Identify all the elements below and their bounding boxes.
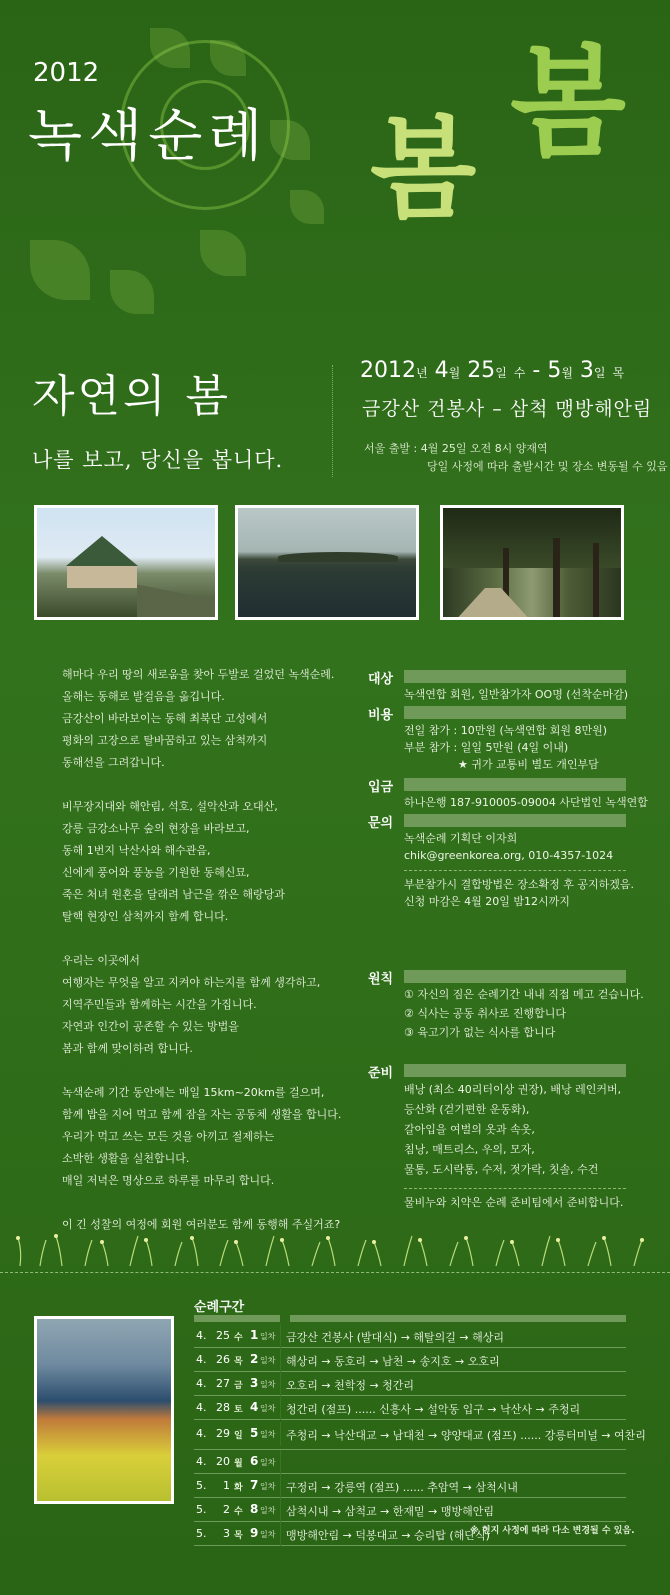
route-day: 28 bbox=[216, 1401, 230, 1414]
principle-3: ③ 육고기가 없는 식사를 합니다 bbox=[404, 1026, 556, 1039]
bom-glyph-large: 봄 bbox=[510, 34, 626, 173]
route-weekday: 화 bbox=[234, 1483, 243, 1493]
route-row bbox=[194, 1348, 626, 1372]
leaf-decoration bbox=[30, 240, 90, 300]
lake-photo bbox=[235, 505, 419, 620]
route-month: 4. bbox=[196, 1427, 207, 1440]
dashed-divider bbox=[0, 1272, 670, 1273]
intro-line: 우리는 이곳에서 bbox=[62, 954, 140, 967]
contact-label: 문의 bbox=[368, 816, 394, 831]
intro-text bbox=[62, 664, 342, 1258]
date-dash: - bbox=[525, 358, 548, 383]
intro-line: 자연과 인간이 공존할 수 있는 방법을 bbox=[62, 1020, 239, 1033]
route-day-number: 5 bbox=[250, 1426, 259, 1440]
intro-line: 강릉 금강소나무 숲의 현장을 바라보고, bbox=[62, 822, 250, 835]
departure-info: 서울 출발 : 4월 25일 오전 8시 양재역 bbox=[364, 442, 548, 455]
prepare-1: 배낭 (최소 40리터이상 권장), 배낭 레인커버, bbox=[404, 1083, 622, 1096]
intro-line: 신에게 풍어와 풍농을 기원한 동해신묘, bbox=[62, 866, 250, 879]
route-row bbox=[194, 1372, 626, 1396]
target-label: 대상 bbox=[368, 672, 394, 687]
day-unit-2: 일 bbox=[593, 366, 606, 380]
route-weekday: 일 bbox=[234, 1431, 243, 1441]
start-year: 2012 bbox=[360, 358, 416, 383]
route-month: 4. bbox=[196, 1455, 207, 1468]
principle-2: ② 식사는 공동 취사로 진행합니다 bbox=[404, 1007, 566, 1020]
route-day-unit: 일차 bbox=[260, 1356, 276, 1365]
route-day: 20 bbox=[216, 1455, 230, 1468]
month-unit-2: 월 bbox=[561, 366, 573, 380]
intro-line: 죽은 처녀 원혼을 달래려 남근을 깎은 해랑당과 bbox=[62, 888, 285, 901]
cost-label: 비용 bbox=[368, 708, 394, 723]
route-day-unit: 일차 bbox=[260, 1458, 276, 1467]
intro-line: 올해는 동해로 발걸음을 옮깁니다. bbox=[62, 690, 225, 703]
route-day-unit: 일차 bbox=[260, 1506, 276, 1515]
intro-paragraph bbox=[62, 664, 335, 774]
section-bar bbox=[404, 706, 626, 719]
prepare-5: 물통, 도시락통, 수저, 젓가락, 칫솔, 수건 bbox=[404, 1163, 599, 1176]
bom-graphic bbox=[370, 34, 630, 294]
leaf-decoration bbox=[200, 230, 246, 276]
route-month: 4. bbox=[196, 1377, 207, 1390]
intro-line: 평화의 고장으로 탈바꿈하고 있는 삼척까지 bbox=[62, 734, 268, 747]
intro-line: 동해 1번지 낙산사와 해수관음, bbox=[62, 844, 211, 857]
route-weekday: 수 bbox=[234, 1507, 243, 1517]
temple-photo bbox=[34, 505, 218, 620]
route-row bbox=[194, 1474, 626, 1498]
intro-line: 탈핵 현장인 삼척까지 함께 합니다. bbox=[62, 910, 229, 923]
start-month: 4 bbox=[434, 358, 449, 383]
section-bar bbox=[404, 670, 626, 683]
cost-text-3: ★ 귀가 교통비 별도 개인부담 bbox=[458, 758, 599, 771]
intro-paragraph bbox=[62, 950, 332, 1060]
route-day: 2 bbox=[223, 1503, 230, 1516]
route-place: 금강산 건봉사 – 삼척 맹방해안림 bbox=[362, 398, 653, 420]
route-row bbox=[194, 1324, 626, 1348]
divider bbox=[332, 365, 333, 477]
departure-note: 당일 사정에 따라 출발시간 및 장소 변동될 수 있음 bbox=[427, 460, 668, 473]
intro-line: 녹색순례 기간 동안에는 매일 15km~20km를 걸으며, bbox=[62, 1086, 325, 1099]
route-weekday: 목 bbox=[234, 1357, 243, 1367]
route-day: 1 bbox=[223, 1479, 230, 1492]
route-day-unit: 일차 bbox=[260, 1380, 276, 1389]
route-text: 주청리 → 낙산대교 → 남대천 → 양양대교 (점프) ...... 강릉터미널 → 여찬리 bbox=[286, 1429, 646, 1442]
day-unit: 일 bbox=[495, 366, 507, 380]
route-weekday: 월 bbox=[234, 1459, 243, 1469]
note-text-1: 부분참가시 결합방법은 장소확정 후 공지하겠음. bbox=[404, 878, 635, 891]
route-header-bar bbox=[290, 1315, 626, 1322]
route-day: 29 bbox=[216, 1427, 230, 1440]
route-month: 5. bbox=[196, 1527, 207, 1540]
route-day-unit: 일차 bbox=[260, 1482, 276, 1491]
route-day-number: 4 bbox=[250, 1400, 259, 1414]
route-weekday: 토 bbox=[234, 1405, 243, 1415]
principle-1: ① 자신의 짐은 순례기간 내내 직접 메고 걷습니다. bbox=[404, 988, 644, 1001]
route-month: 4. bbox=[196, 1353, 207, 1366]
route-day-unit: 일차 bbox=[260, 1404, 276, 1413]
section-bar bbox=[404, 778, 626, 791]
end-weekday: 목 bbox=[612, 366, 625, 380]
route-text: 청간리 (점프) ...... 신흥사 → 설악동 입구 → 낙산사 → 주청리 bbox=[286, 1403, 581, 1416]
main-title: 녹색순례 bbox=[28, 104, 269, 169]
route-month: 5. bbox=[196, 1503, 207, 1516]
route-month: 5. bbox=[196, 1479, 207, 1492]
route-day-number: 9 bbox=[250, 1526, 259, 1540]
route-separator bbox=[280, 1498, 281, 1522]
prepare-2: 등산화 (걷기편한 운동화), bbox=[404, 1103, 530, 1116]
route-separator bbox=[280, 1372, 281, 1396]
intro-line: 봄과 함께 맞이하려 합니다. bbox=[62, 1042, 193, 1055]
route-month: 4. bbox=[196, 1401, 207, 1414]
start-weekday: 수 bbox=[513, 366, 526, 380]
route-row bbox=[194, 1450, 626, 1474]
pine-forest-photo bbox=[440, 505, 624, 620]
route-title: 순례구간 bbox=[194, 1300, 245, 1315]
end-month: 5 bbox=[547, 358, 562, 383]
route-day-number: 1 bbox=[250, 1328, 259, 1342]
route-separator bbox=[280, 1396, 281, 1420]
month-unit: 월 bbox=[448, 366, 461, 380]
route-note: ※ 현지 사정에 따라 다소 변경될 수 있음. bbox=[470, 1526, 635, 1536]
route-day-number: 7 bbox=[250, 1478, 259, 1492]
intro-line: 소박한 생활을 실천합니다. bbox=[62, 1152, 190, 1165]
route-text: 맹방해안림 → 덕봉대교 → 승리탑 (해단식) bbox=[286, 1529, 490, 1542]
leaf-decoration bbox=[110, 270, 154, 314]
intro-line: 동해선을 그려갑니다. bbox=[62, 756, 165, 769]
route-row bbox=[194, 1498, 626, 1522]
prepare-note: 물비누와 치약은 순례 준비팀에서 준비합니다. bbox=[404, 1196, 624, 1209]
deposit-text: 하나은행 187-910005-09004 사단법인 녹색연합 bbox=[404, 796, 648, 809]
intro-line: 우리가 먹고 쓰는 모든 것을 아끼고 절제하는 bbox=[62, 1130, 275, 1143]
year-unit: 년 bbox=[416, 366, 428, 380]
prepare-label: 준비 bbox=[368, 1066, 394, 1081]
intro-paragraph bbox=[62, 1082, 342, 1192]
principle-label: 원칙 bbox=[368, 972, 394, 987]
route-row bbox=[194, 1422, 646, 1450]
route-separator bbox=[280, 1422, 281, 1446]
route-day-number: 8 bbox=[250, 1502, 259, 1516]
intro-line: 비무장지대와 해안림, 석호, 설악산과 오대산, bbox=[62, 800, 278, 813]
dashed-divider bbox=[404, 870, 626, 871]
route-day-number: 6 bbox=[250, 1454, 259, 1468]
intro-line: 매일 저녁은 명상으로 하루를 마무리 합니다. bbox=[62, 1174, 275, 1187]
route-text: 삼척시내 → 삼척교 → 한재밑 → 맹방해안림 bbox=[286, 1505, 495, 1518]
route-separator bbox=[280, 1522, 281, 1546]
route-day-unit: 일차 bbox=[260, 1530, 276, 1539]
intro-closing: 이 긴 성찰의 여정에 회원 여러분도 함께 동행해 주실거죠? bbox=[62, 1218, 341, 1231]
contact-email[interactable]: chik@greenkorea.org, 010-4357-1024 bbox=[404, 849, 614, 862]
route-weekday: 목 bbox=[234, 1531, 243, 1541]
intro-line: 금강산이 바라보이는 동해 최북단 고성에서 bbox=[62, 712, 268, 725]
route-weekday: 수 bbox=[234, 1333, 243, 1343]
intro-line: 여행자는 무엇을 알고 지켜야 하는지를 함께 생각하고, bbox=[62, 976, 321, 989]
route-text: 금강산 건봉사 (발대식) → 해탈의길 → 해상리 bbox=[286, 1331, 505, 1344]
prepare-4: 침낭, 매트리스, 우의, 모자, bbox=[404, 1143, 535, 1156]
route-header-bar bbox=[194, 1315, 280, 1322]
route-text: 오호리 → 천학정 → 청간리 bbox=[286, 1379, 415, 1392]
schedule-dates bbox=[360, 358, 624, 383]
route-day-unit: 일차 bbox=[260, 1430, 276, 1439]
target-text: 녹색연합 회원, 일반참가자 OO명 (선착순마감) bbox=[404, 688, 629, 701]
route-day-unit: 일차 bbox=[260, 1332, 276, 1341]
note-text-2: 신청 마감은 4월 20일 밤12시까지 bbox=[404, 895, 570, 908]
section-bar bbox=[404, 1064, 626, 1077]
theme-title: 자연의 봄 bbox=[32, 371, 232, 422]
dashed-divider bbox=[404, 1188, 626, 1189]
section-bar bbox=[404, 814, 626, 827]
leaf-decoration bbox=[290, 190, 324, 224]
grass-decoration bbox=[0, 1230, 670, 1266]
route-row bbox=[194, 1396, 626, 1420]
year-label: 2012 bbox=[33, 58, 100, 88]
route-text: 구정리 → 강릉역 (점프) ...... 추암역 → 삼척시내 bbox=[286, 1481, 518, 1494]
route-separator bbox=[280, 1450, 281, 1474]
section-bar bbox=[404, 970, 626, 983]
cost-text-1: 전일 참가 : 10만원 (녹색연합 회원 8만원) bbox=[404, 724, 608, 737]
start-day: 25 bbox=[467, 358, 496, 383]
route-day: 26 bbox=[216, 1353, 230, 1366]
route-text: 해상리 → 동호리 → 남천 → 송지호 → 오호리 bbox=[286, 1355, 500, 1368]
prepare-3: 갈아입을 여벌의 옷과 속옷, bbox=[404, 1123, 535, 1136]
route-weekday: 금 bbox=[234, 1381, 243, 1391]
deposit-label: 입금 bbox=[368, 780, 394, 795]
contact-text-1: 녹색순례 기획단 이자희 bbox=[404, 832, 518, 845]
cost-text-2: 부분 참가 : 일일 5만원 (4일 이내) bbox=[404, 741, 569, 754]
route-day: 25 bbox=[216, 1329, 230, 1342]
theme-subtitle: 나를 보고, 당신을 봅니다. bbox=[32, 448, 284, 472]
route-day-number: 3 bbox=[250, 1376, 259, 1390]
bom-glyph-small: 봄 bbox=[370, 105, 477, 233]
route-separator bbox=[280, 1324, 281, 1348]
intro-paragraph bbox=[62, 796, 332, 928]
route-separator bbox=[280, 1348, 281, 1372]
intro-line: 함께 밥을 지어 먹고 함께 잠을 자는 공동체 생활을 합니다. bbox=[62, 1108, 342, 1121]
route-month: 4. bbox=[196, 1329, 207, 1342]
pilgrims-photo bbox=[34, 1316, 174, 1504]
route-day: 3 bbox=[223, 1527, 230, 1540]
intro-line: 해마다 우리 땅의 새로움을 찾아 두발로 걸었던 녹색순례. bbox=[62, 668, 335, 681]
route-day-number: 2 bbox=[250, 1352, 259, 1366]
intro-line: 지역주민들과 함께하는 시간을 가집니다. bbox=[62, 998, 257, 1011]
route-day: 27 bbox=[216, 1377, 230, 1390]
route-separator bbox=[280, 1474, 281, 1498]
end-day: 3 bbox=[579, 358, 594, 383]
